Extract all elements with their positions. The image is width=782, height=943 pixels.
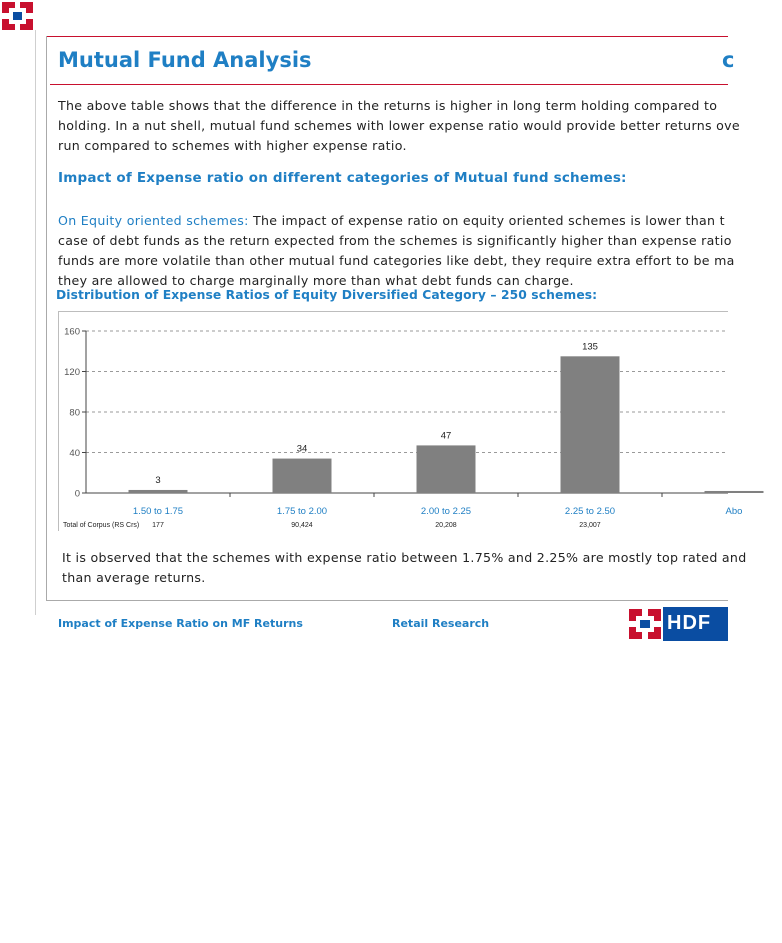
equity-lead: On Equity oriented schemes: [58, 213, 249, 228]
y-tick-label: 120 [64, 367, 80, 378]
observation-paragraph [62, 548, 782, 588]
page-title: Mutual Fund Analysis [58, 48, 312, 72]
equity-paragraph [58, 211, 778, 291]
data-label: 47 [440, 430, 452, 442]
hdfc-logo-mark-icon [627, 607, 663, 641]
bar [129, 490, 188, 493]
corpus-value: 177 [152, 522, 164, 529]
x-category-label: 1.50 to 1.75 [132, 506, 184, 517]
intro-line: run compared to schemes with higher expense ratio. [58, 138, 407, 153]
equity-line: they are allowed to charge marginally more than what debt funds can charge. [58, 273, 574, 288]
corpus-value: 90,424 [291, 522, 313, 529]
bar [705, 491, 764, 493]
intro-line: holding. In a nut shell, mutual fund schemes with lower expense ratio would provide better returns ove [58, 118, 740, 133]
bar [273, 459, 332, 493]
x-category-label: 2.25 to 2.50 [564, 506, 616, 517]
x-category-label: 1.75 to 2.00 [276, 506, 328, 517]
bar [561, 356, 620, 493]
x-category-label: Abo [725, 506, 743, 517]
chart-heading: Distribution of Expense Ratios of Equity Diversified Category – 250 schemes: [56, 288, 598, 302]
footer-report-title: Impact of Expense Ratio on MF Returns [58, 617, 303, 630]
intro-line: The above table shows that the difference in the returns is higher in long term holding compared to [58, 98, 718, 113]
data-label: 135 [582, 341, 598, 353]
frame-left-border [46, 36, 47, 601]
observation-line: than average returns. [62, 570, 206, 585]
corpus-value: 23,007 [579, 522, 601, 529]
corpus-row-label: Total of Corpus (RS Crs) [63, 522, 140, 529]
footer-department: Retail Research [392, 617, 490, 630]
expense-ratio-bar-chart [58, 311, 743, 533]
x-category-label: 2.00 to 2.25 [420, 506, 472, 517]
page-title-right-fragment: c [722, 48, 735, 72]
y-tick-label: 0 [74, 488, 80, 500]
y-tick-label: 80 [69, 407, 80, 419]
data-label: 34 [296, 443, 308, 455]
equity-line-rest: The impact of expense ratio on equity oriented schemes is lower than t [248, 213, 725, 228]
hdfc-footer-logo [627, 607, 728, 641]
title-divider [50, 84, 728, 85]
equity-line: funds are more volatile than other mutual fund categories like debt, they require extra effort to be ma [58, 253, 735, 268]
corpus-value: 20,208 [435, 522, 457, 529]
intro-paragraph [58, 96, 778, 156]
bar [417, 445, 476, 493]
observation-line: It is observed that the schemes with expense ratio between 1.75% and 2.25% are mostly top rated and [62, 550, 747, 565]
frame-bottom-border [46, 600, 728, 601]
equity-line: case of debt funds as the return expected from the schemes is significantly higher than expense ratio [58, 233, 732, 248]
hdfc-logo-text: HDF [667, 612, 712, 634]
y-tick-label: 40 [69, 448, 80, 459]
top-divider [46, 36, 728, 37]
y-tick-label: 160 [64, 326, 80, 338]
equity-line [58, 211, 778, 231]
left-divider [35, 30, 36, 615]
hdfc-corner-logo-icon [0, 0, 35, 32]
section-heading: Impact of Expense ratio on different categories of Mutual fund schemes: [58, 170, 627, 186]
data-label: 3 [155, 474, 161, 486]
